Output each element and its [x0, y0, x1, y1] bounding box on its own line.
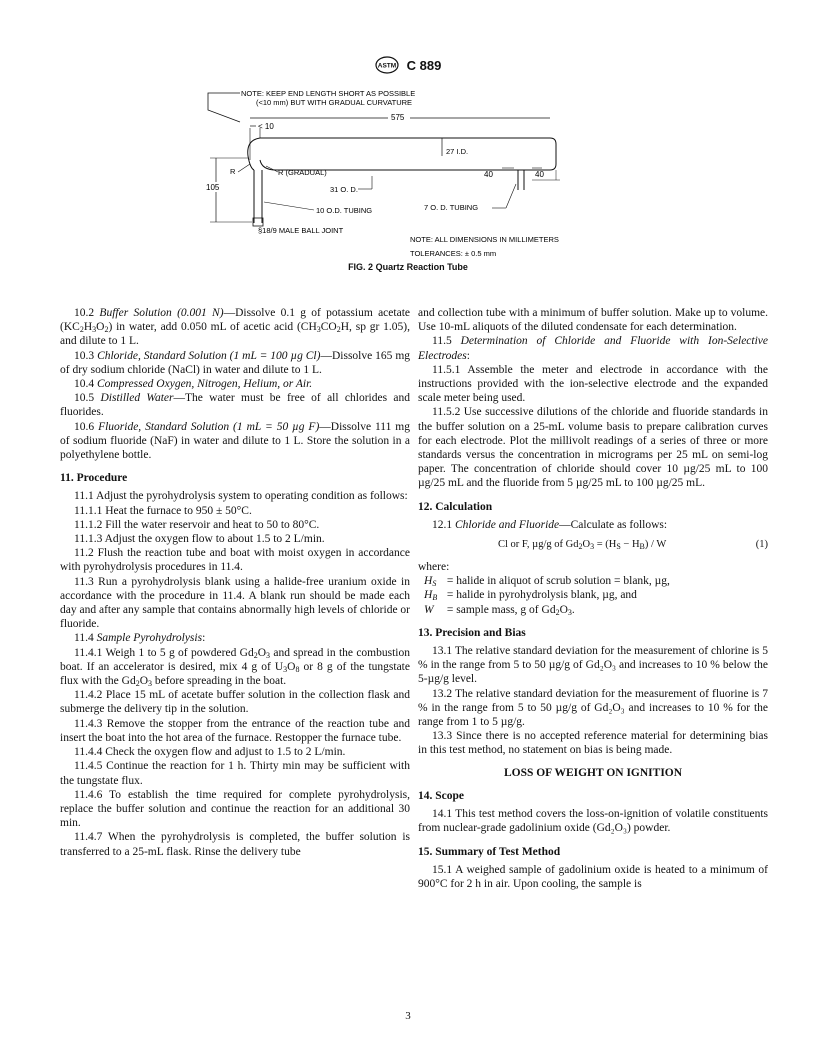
para-13-2: 13.2 The relative standard deviation for the measurement of fluorine is 7 % in the range from 5 to 50 µg/g of Gd₂O₃ and increases to 10 % for the range from 1 to 5 µg/g.	[418, 687, 768, 729]
para-11-5: 11.5 Determination of Chloride and Fluoride with Ion-Selective Electrodes:	[418, 335, 769, 362]
fig-dim-40a: 40	[484, 170, 493, 179]
fig-note-bottom-2: TOLERANCES: ± 0.5 mm	[410, 249, 497, 258]
para-11-5-1: 11.5.1 Assemble the meter and electrode in accordance with the instructions provided with the ion-selective electrode and the expanded scale meter being used.	[418, 363, 768, 405]
left-column	[60, 306, 410, 859]
fig-dim-10od: 10 O.D. TUBING	[316, 206, 373, 215]
para-11-4-1: 11.4.1 Weigh 1 to 5 g of powdered $Gd_2O_3$ and spread in the combustion boat. If an accelerator is desired, mix 4 g of $U_3O_8$ or 8 g of the tungstate flux with the $Gd_2O_3$ before spreading in the boat.	[60, 646, 410, 689]
fig-note-top-2: (<10 mm) BUT WITH GRADUAL CURVATURE	[256, 98, 413, 107]
para-11-3: 11.3 Run a pyrohydrolysis blank using a halide-free uranium oxide in accordance with the procedure in 11.4. A blank run should be made each day and after any sample that contains abnormally high levels of chloride or fluoride.	[60, 575, 410, 631]
fig-label-r: R	[230, 167, 236, 176]
para-14-1: 14.1 This test method covers the loss-on-ignition of volatile constituents from nuclear-grade gadolinium oxide (Gd₂O₃) powder.	[418, 808, 768, 835]
fig-dim-40b: 40	[535, 170, 544, 179]
loss-on-ignition-heading: LOSS OF WEIGHT ON IGNITION	[503, 766, 683, 779]
para-11-4-3: 11.4.3 Remove the stopper from the entrance of the reaction tube and insert the boat into the hot area of the furnace. Restopper the furnace tube.	[60, 717, 410, 744]
def-hb: $H_B$ = halide in pyrohydrolysis blank, µg, and	[424, 589, 637, 603]
fig-note-top-1: NOTE: KEEP END LENGTH SHORT AS POSSIBLE	[241, 89, 416, 98]
equation-1: Cl or F, µg/g of $Gd_2O_3 = (H_S - H_B) / W$ (1)	[498, 539, 768, 552]
section-11-heading: 11. Procedure	[60, 472, 128, 485]
para-continuation: and collection tube with a minimum of buffer solution. Make up to volume. Use 10-mL aliquots of the diluted condensate for each determination.	[418, 307, 768, 334]
para-11-1-2: 11.1.2 Fill the water reservoir and heat to 50 to 80°C.	[74, 518, 320, 531]
para-11-4-4: 11.4.4 Check the oxygen flow and adjust to 1.5 to 2 L/min.	[74, 746, 346, 759]
svg-text:ASTM: ASTM	[377, 62, 396, 70]
para-10-6: 10.6 Fluoride, Standard Solution (1 mL = 50 µg F)—Dissolve 111 mg of sodium fluoride (NaF) in water and dilute to 1 L. Store the solution in a polyethylene bottle.	[60, 420, 411, 462]
section-13-heading: 13. Precision and Bias	[418, 626, 526, 639]
astm-logo-icon	[375, 56, 399, 74]
para-11-4-5: 11.4.5 Continue the reaction for 1 h. Thirty min may be sufficient with the tungstate flux.	[60, 760, 410, 787]
page-header	[0, 56, 816, 74]
fig-dim-31od: 31 O. D.	[330, 185, 358, 194]
def-w: W = sample mass, g of $Gd_2O_3$.	[424, 603, 575, 617]
fig-joint: §18/9 MALE BALL JOINT	[258, 226, 344, 235]
section-12-heading: 12. Calculation	[418, 500, 493, 513]
para-11-5-2: 11.5.2 Use successive dilutions of the chloride and fluoride standards in the buffer solution on a 25-mL volume basis to prepare calibration curves for each electrode. Plot the millivolt readings of a series of three or more standards versus the concentration in micrograms per 25 mL on semi-log paper. The concentration of chloride should cover 10 µg/25 mL to 100 µg/25 mL and the fluoride from 5 µg/25 mL to 100 µg/25 mL.	[418, 406, 768, 490]
fig-note-bottom-1: NOTE: ALL DIMENSIONS IN MILLIMETERS	[410, 235, 559, 244]
section-15-heading: 15. Summary of Test Method	[418, 845, 561, 858]
fig-dim-575: 575	[391, 113, 405, 122]
para-10-2: 10.2 Buffer Solution (0.001 N)—Dissolve 0.1 g of potassium acetate $(KC_2H_3O_2)$ in water, add 0.050 mL of acetic acid ($CH_3CO_2H$, sp gr 1.05), and dilute to 1 L.	[60, 307, 410, 348]
para-11-4-6: 11.4.6 To establish the time required for complete pyrohydrolysis, replace the buffer solution and continue the reaction for an additional 30 min.	[60, 788, 410, 830]
para-12-1: 12.1 Chloride and Fluoride—Calculate as follows:	[432, 518, 668, 531]
para-11-4-7: 11.4.7 When the pyrohydrolysis is completed, the buffer solution is transferred to a 25-mL flask. Rinse the delivery tube	[60, 831, 410, 858]
para-13-1: 13.1 The relative standard deviation for the measurement of chlorine is 5 % in the range from 5 to 50 µg/g of Gd₂O₃ and increases to 10 % below the 5-µg/g level.	[418, 645, 768, 686]
fig-dim-27id: 27 I.D.	[446, 147, 469, 156]
page-number: 3	[405, 1010, 411, 1022]
para-11-1: 11.1 Adjust the pyrohydrolysis system to operating condition as follows:	[74, 490, 408, 503]
para-10-3: 10.3 Chloride, Standard Solution (1 mL = 100 µg Cl)—Dissolve 165 mg of dry sodium chloride (NaCl) in water and dilute to 1 L.	[60, 349, 411, 376]
where-label: where:	[418, 561, 450, 574]
def-hs: $H_S$ = halide in aliquot of scrub solution = blank, µg,	[424, 575, 670, 589]
para-11-4: 11.4 Sample Pyrohydrolysis:	[74, 632, 206, 645]
fig-dim-7od: 7 O. D. TUBING	[424, 203, 479, 212]
para-10-4: 10.4 Compressed Oxygen, Nitrogen, Helium, or Air.	[74, 378, 313, 391]
para-11-2: 11.2 Flush the reaction tube and boat with moist oxygen in accordance with pyrohydrolysis procedures in 11.4.	[60, 547, 410, 574]
definitions-list	[424, 574, 768, 617]
para-11-1-3: 11.1.3 Adjust the oxygen flow to about 1.5 to 2 L/min.	[74, 533, 325, 546]
section-14-heading: 14. Scope	[418, 789, 464, 802]
right-column	[418, 306, 768, 891]
fig-dim-lt10: < 10	[258, 122, 274, 131]
standard-code: C 889	[406, 57, 442, 73]
para-13-3: 13.3 Since there is no accepted reference material for determining bias in this test method, no statement on bias is being made.	[418, 730, 768, 757]
equation-number: (1)	[755, 539, 768, 551]
para-15-1: 15.1 A weighed sample of gadolinium oxide is heated to a minimum of 900°C for 2 h in air. Upon cooling, the sample is	[418, 863, 768, 890]
quartz-reaction-tube-figure	[196, 80, 616, 275]
para-11-4-2: 11.4.2 Place 15 mL of acetate buffer solution in the collection flask and submerge the delivery tip in the solution.	[60, 689, 410, 716]
para-11-1-1: 11.1.1 Heat the furnace to 950 ± 50°C.	[74, 504, 252, 517]
fig-dim-105: 105	[206, 183, 220, 192]
figure-caption: FIG. 2 Quartz Reaction Tube	[348, 262, 468, 272]
para-10-5: 10.5 Distilled Water—The water must be free of all chlorides and fluorides.	[60, 392, 410, 419]
fig-label-r-gradual: R (GRADUAL)	[278, 168, 327, 177]
